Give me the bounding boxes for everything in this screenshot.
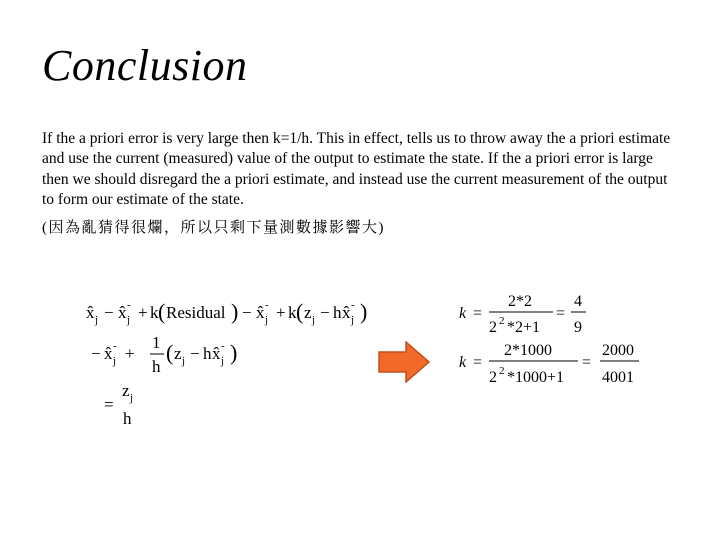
conclusion-paragraph: If the a priori error is very large then k=1/h. This in effect, tells us to throw away the a priori estimate and use the current (measured) value of the output to estimate the state. If the a priori error is large then we should disregard the a priori estimate, and instead use the current measurement of the output to form our estimate of the state. (42, 130, 671, 208)
example2-denom-rest: *1000+1 (507, 369, 565, 386)
x-hat-j: x̂ (86, 303, 95, 322)
sup-minus: - (113, 340, 117, 352)
example1-result-num: 4 (574, 293, 582, 310)
open-paren: ( (158, 299, 166, 324)
sub-j: j (127, 314, 131, 326)
open-paren: ( (166, 340, 174, 365)
example1-denom-rest: *2+1 (507, 319, 541, 336)
gain-k: k (288, 303, 297, 322)
sub-j: j (351, 314, 355, 326)
minus-sign: − (91, 344, 101, 363)
sup-minus: - (127, 299, 131, 311)
chinese-note: (因為亂猜得很爛，所以只剩下量測數據影響大) (42, 220, 385, 236)
example1-result-den: 9 (574, 319, 582, 336)
sub-j: j (130, 392, 134, 404)
sub-j: j (182, 355, 186, 367)
x-hat-j-prior: x̂ (104, 344, 113, 363)
equals-sign: = (582, 354, 592, 371)
equals-sign: = (473, 305, 483, 322)
example1-numerator: 2*2 (508, 293, 532, 310)
sub-j: j (113, 355, 117, 367)
result-h: h (123, 409, 132, 428)
sup-minus: - (351, 299, 355, 311)
x-hat-j-prior: x̂ (212, 344, 221, 363)
gain-examples-svg (456, 290, 646, 390)
h-factor: h (203, 344, 212, 363)
gain-examples (456, 290, 646, 390)
plus-sign: + (276, 303, 286, 322)
derivation-svg (86, 292, 386, 432)
residual-label: Residual (166, 303, 226, 322)
sub-j: j (221, 355, 225, 367)
equals-sign: = (473, 354, 483, 371)
gain-k: k (459, 305, 467, 322)
example1-denom-exp: 2 (499, 315, 505, 327)
h-factor: h (333, 303, 342, 322)
minus-sign: − (242, 303, 252, 322)
sub-j: j (312, 314, 316, 326)
plus-sign: + (125, 344, 135, 363)
example2-denom-base: 2 (489, 369, 497, 386)
gain-k: k (459, 354, 467, 371)
equals-sign: = (104, 395, 114, 414)
example1-denom-base: 2 (489, 319, 497, 336)
sub-j: j (95, 314, 99, 326)
right-arrow-icon (378, 341, 430, 383)
fraction-one: 1 (152, 333, 161, 352)
result-z: z (122, 381, 130, 400)
example2-numerator: 2*1000 (504, 342, 552, 359)
example2-result-den: 4001 (602, 369, 634, 386)
sub-j: j (265, 314, 269, 326)
measurement-z: z (304, 303, 312, 322)
measurement-z: z (174, 344, 182, 363)
close-paren: ) (360, 299, 368, 324)
x-hat-j-prior: x̂ (342, 303, 351, 322)
close-paren: ) (230, 340, 238, 365)
sup-minus: - (221, 340, 225, 352)
example2-denom-exp: 2 (499, 365, 505, 377)
fraction-h: h (152, 357, 161, 376)
minus-sign: − (104, 303, 114, 322)
x-hat-j-prior: x̂ (256, 303, 265, 322)
example2-result-num: 2000 (602, 342, 634, 359)
derivation-equations (86, 292, 386, 432)
minus-sign: − (320, 303, 330, 322)
plus-sign: + (138, 303, 148, 322)
equals-sign: = (556, 305, 566, 322)
x-hat-j-prior: x̂ (118, 303, 127, 322)
open-paren: ( (296, 299, 304, 324)
gain-k: k (150, 303, 159, 322)
sup-minus: - (265, 299, 269, 311)
minus-sign: − (190, 344, 200, 363)
close-paren: ) (231, 299, 239, 324)
slide-title: Conclusion (42, 41, 248, 90)
